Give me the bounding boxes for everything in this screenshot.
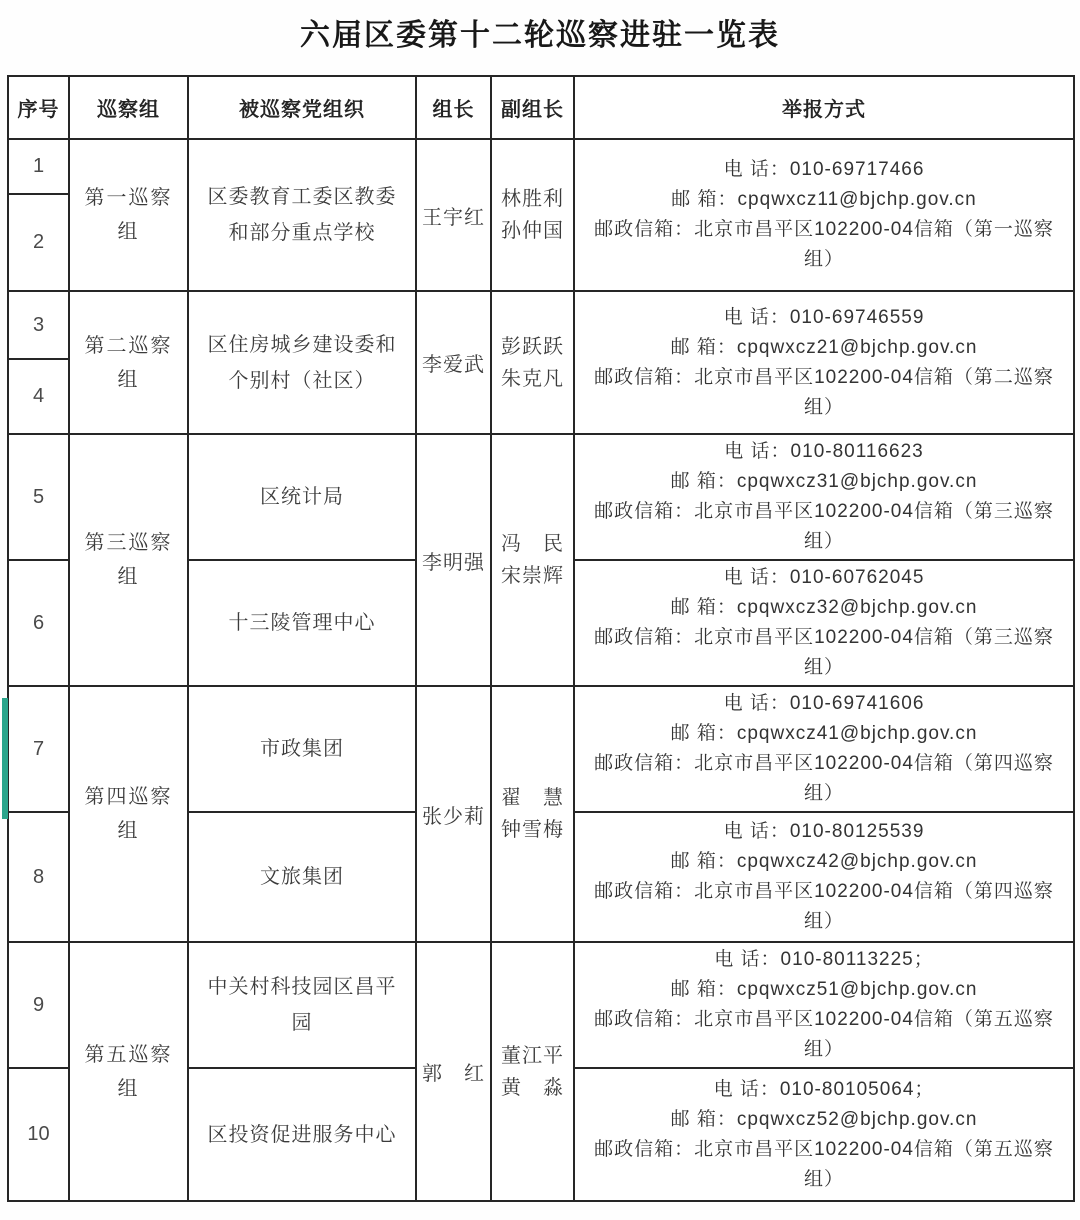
deputy-name: 彭跃跃 — [501, 335, 564, 358]
table-row — [8, 291, 1074, 359]
group-name-cell — [69, 434, 188, 686]
contact-cell — [574, 812, 1074, 942]
deputy-cell — [491, 139, 574, 291]
seq-cell: 3 — [8, 291, 69, 359]
phone-line: 电 话：010-80113225； — [714, 949, 934, 970]
group-name-cell — [69, 139, 188, 291]
deputy-name: 冯 民 — [501, 533, 564, 555]
phone-line: 电 话：010-69746559 — [723, 306, 925, 328]
leader-cell: 李明强 — [416, 434, 491, 686]
header-cell-deputy: 副组长 — [491, 76, 574, 139]
postal-line: 邮政信箱：北京市昌平区102200-04信箱（第五巡察组） — [594, 1138, 1054, 1190]
seq-cell: 5 — [8, 434, 69, 560]
group-name-cell — [69, 686, 188, 942]
group-name-cell — [69, 942, 188, 1201]
org-cell — [188, 1068, 416, 1201]
email-line: 邮 箱：cpqwxcz32@bjchp.gov.cn — [670, 597, 978, 618]
deputy-cell — [491, 434, 574, 686]
org-cell — [188, 942, 416, 1068]
page-title: 六届区委第十二轮巡察进驻一览表 — [300, 19, 780, 52]
postal-line: 邮政信箱：北京市昌平区102200-04信箱（第五巡察组） — [594, 1009, 1054, 1060]
seq-cell: 2 — [8, 194, 69, 291]
seq-cell: 9 — [8, 942, 69, 1068]
deputy-name: 钟雪梅 — [501, 819, 564, 841]
table-row — [8, 139, 1074, 194]
contact-cell — [574, 942, 1074, 1068]
postal-line: 邮政信箱：北京市昌平区102200-04信箱（第一巡察组） — [594, 219, 1054, 270]
postal-line: 邮政信箱：北京市昌平区102200-04信箱（第二巡察组） — [594, 366, 1054, 418]
org-cell — [188, 686, 416, 812]
seq-cell: 10 — [8, 1068, 69, 1201]
org-cell — [188, 139, 416, 291]
leader-cell: 张少莉 — [416, 686, 491, 942]
contact-cell — [574, 560, 1074, 686]
inspection-table — [7, 75, 1075, 1202]
contact-cell — [574, 291, 1074, 434]
org-name: 中关村科技园区昌平园 — [207, 976, 397, 1034]
phone-line: 电 话：010-69717466 — [723, 159, 925, 180]
deputy-name: 翟 慧 — [501, 787, 564, 809]
email-line: 邮 箱：cpqwxcz42@bjchp.gov.cn — [670, 851, 978, 872]
group-name-cell — [69, 291, 188, 434]
org-cell — [188, 291, 416, 434]
phone-line: 电 话：010-80116623 — [724, 441, 924, 462]
email-line: 邮 箱：cpqwxcz21@bjchp.gov.cn — [670, 336, 978, 358]
deputy-name: 林胜利 — [501, 188, 564, 210]
contact-cell — [574, 686, 1074, 812]
postal-line: 邮政信箱：北京市昌平区102200-04信箱（第四巡察组） — [594, 881, 1054, 932]
group-name: 第三巡察组 — [84, 532, 173, 588]
postal-line: 邮政信箱：北京市昌平区102200-04信箱（第四巡察组） — [594, 753, 1054, 804]
header-cell-leader: 组长 — [416, 76, 491, 139]
org-cell — [188, 560, 416, 686]
phone-line: 电 话：010-60762045 — [723, 567, 925, 588]
org-name: 区统计局 — [260, 486, 344, 508]
seq-cell: 8 — [8, 812, 69, 942]
deputy-name: 董江平 — [501, 1044, 564, 1067]
org-name: 市政集团 — [260, 738, 344, 760]
header-cell-report: 举报方式 — [574, 76, 1074, 139]
leader-cell: 李爱武 — [416, 291, 491, 434]
group-name: 第五巡察组 — [84, 1043, 173, 1100]
accent-stripe — [2, 698, 8, 819]
postal-line: 邮政信箱：北京市昌平区102200-04信箱（第三巡察组） — [594, 501, 1054, 552]
group-name: 第四巡察组 — [84, 786, 173, 842]
org-name: 区投资促进服务中心 — [207, 1123, 397, 1146]
org-name: 区住房城乡建设委和个别村（社区） — [207, 333, 397, 392]
table-row — [8, 686, 1074, 812]
phone-line: 电 话：010-69741606 — [723, 693, 925, 714]
org-cell — [188, 434, 416, 560]
org-name: 区委教育工委区教委和部分重点学校 — [207, 186, 397, 244]
seq-cell: 7 — [8, 686, 69, 812]
phone-line: 电 话：010-80125539 — [723, 821, 925, 842]
contact-cell — [574, 1068, 1074, 1201]
org-cell — [188, 812, 416, 942]
seq-cell: 6 — [8, 560, 69, 686]
phone-line: 电 话：010-80105064； — [713, 1078, 935, 1100]
email-line: 邮 箱：cpqwxcz31@bjchp.gov.cn — [670, 471, 978, 492]
deputy-name: 朱克凡 — [501, 367, 564, 390]
group-name: 第一巡察组 — [84, 187, 173, 243]
email-line: 邮 箱：cpqwxcz51@bjchp.gov.cn — [670, 979, 978, 1000]
group-name: 第二巡察组 — [84, 334, 173, 391]
org-name: 文旅集团 — [260, 866, 344, 888]
leader-cell: 郭 红 — [416, 942, 491, 1201]
postal-line: 邮政信箱：北京市昌平区102200-04信箱（第三巡察组） — [594, 627, 1054, 678]
email-line: 邮 箱：cpqwxcz41@bjchp.gov.cn — [670, 723, 978, 744]
header-row — [8, 76, 1074, 139]
deputy-cell — [491, 686, 574, 942]
seq-cell: 1 — [8, 139, 69, 194]
deputy-name: 宋崇辉 — [501, 565, 564, 587]
org-name: 十三陵管理中心 — [228, 612, 376, 634]
deputy-cell — [491, 291, 574, 434]
header-cell-group: 巡察组 — [69, 76, 188, 139]
table-row — [8, 434, 1074, 560]
email-line: 邮 箱：cpqwxcz11@bjchp.gov.cn — [671, 189, 977, 210]
header-cell-seq: 序号 — [8, 76, 69, 139]
deputy-name: 孙仲国 — [501, 220, 564, 242]
leader-cell: 王宇红 — [416, 139, 491, 291]
header-cell-org: 被巡察党组织 — [188, 76, 416, 139]
contact-cell — [574, 434, 1074, 560]
table-row — [8, 942, 1074, 1068]
seq-cell: 4 — [8, 359, 69, 434]
deputy-cell — [491, 942, 574, 1201]
email-line: 邮 箱：cpqwxcz52@bjchp.gov.cn — [670, 1108, 978, 1130]
contact-cell — [574, 139, 1074, 291]
deputy-name: 黄 淼 — [501, 1076, 564, 1099]
